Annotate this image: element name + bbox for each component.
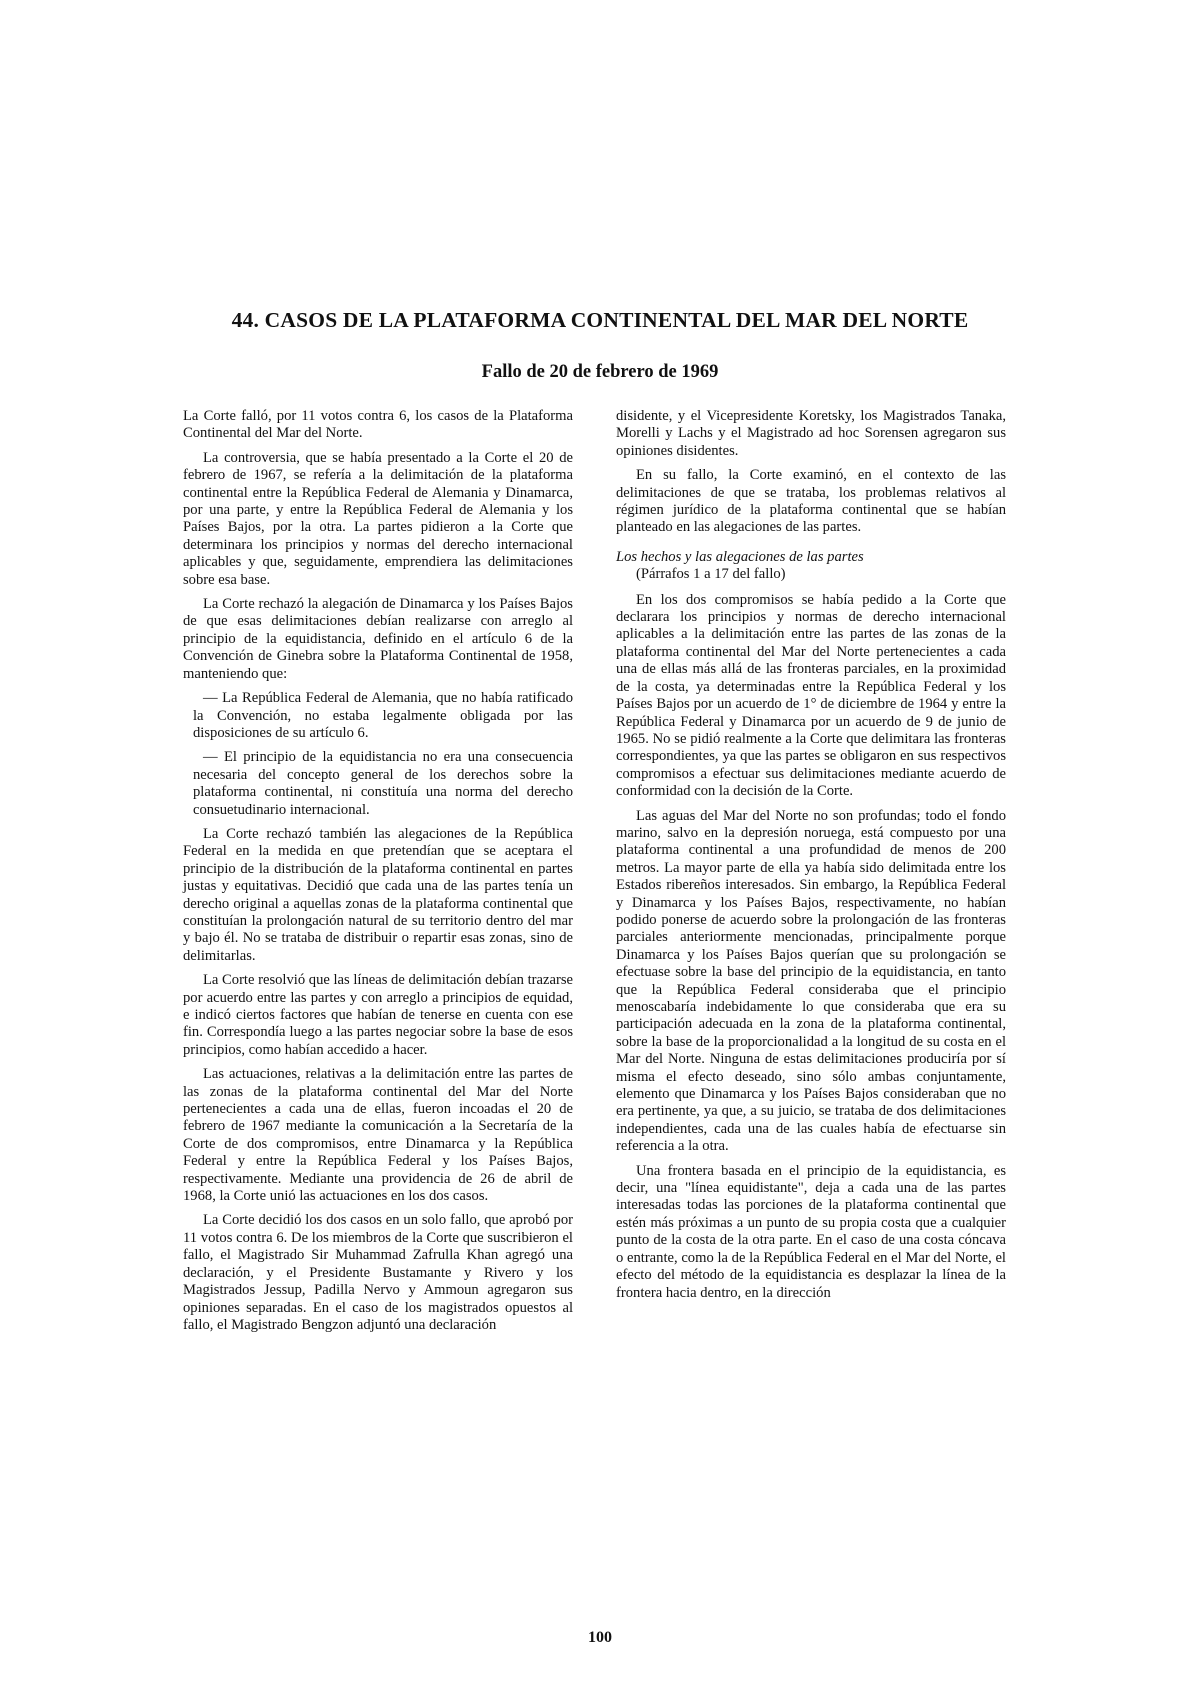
paragraph: La Corte resolvió que las líneas de delimitación debían trazarse por acuerdo entre las partes y con arreglo a principios de equidad, e indicó ciertos factores que habían de tenerse en cuenta con ese fin. Correspondía luego a las partes negociar sobre la base de esos principios, como habían accedido a hacer. <box>183 972 573 1058</box>
page-title: 44. CASOS DE LA PLATAFORMA CONTINENTAL DEL MAR DEL NORTE <box>231 308 969 332</box>
paragraph: Una frontera basada en el principio de la equidistancia, es decir, una "línea equidistante", deja a cada una de las partes interesadas todas las porciones de la plataforma continental que estén más próximas a un punto de su propia costa que a cualquier punto de la costa de la otra parte. En el caso de una costa cóncava o entrante, como la de la República Federal en el Mar del Norte, el efecto del método de la equidistancia es desplazar la línea de la frontera hacia dentro, en la dirección <box>616 1162 1006 1301</box>
page-subtitle: Fallo de 20 de febrero de 1969 <box>481 362 719 382</box>
quote-paragraph: — El principio de la equidistancia no era una consecuencia necesaria del concepto general de los derechos sobre la plataforma continental, ni constituía una norma del derecho consuetudinario internacional. <box>193 749 573 818</box>
section-heading: Los hechos y las alegaciones de las partes <box>616 548 864 565</box>
paragraph: En su fallo, la Corte examinó, en el contexto de las delimitaciones de que se trataba, los problemas relativos al régimen jurídico de la plataforma continental que se habían planteado en las alegaciones de las partes. <box>616 467 1006 536</box>
paragraph: disidente, y el Vicepresidente Koretsky, los Magistrados Tanaka, Morelli y Lachs y el Magistrado ad hoc Sorensen agregaron sus opiniones disidentes. <box>616 408 1006 459</box>
left-column <box>183 408 573 1341</box>
paragraph: En los dos compromisos se había pedido a la Corte que declarara los principios y normas de derecho internacional aplicables a la delimitación entre las partes de las zonas de la plataforma continental del Mar del Norte pertenecientes a cada una de ellas más allá de las fronteras parciales, en la proximidad de la costa, ya determinadas entre la República Federal y los Países Bajos por un acuerdo de 1° de diciembre de 1964 y entre la República Federal y Dinamarca por un acuerdo de 9 de junio de 1965. No se pidió realmente a la Corte que delimitara las fronteras correspondientes, ya que las partes se obligaron en sus respectivos compromisos a efectuar sus delimitaciones mediante acuerdo de conformidad con la decisión de la Corte. <box>616 591 1006 800</box>
paragraph: Las aguas del Mar del Norte no son profundas; todo el fondo marino, salvo en la depresión noruega, está compuesto por una plataforma continental a una profundidad de menos de 200 metros. La mayor parte de ella ya había sido delimitada entre los Estados ribereños interesados. Sin embargo, la República Federal y Dinamarca y los Países Bajos, respectivamente, no habían podido ponerse de acuerdo sobre la prolongación de las fronteras parciales anteriormente mencionadas, principalmente porque Dinamarca y los Países Bajos querían que su prolongación se efectuase sobre la base del principio de la equidistancia, en tanto que la República Federal consideraba que el principio menoscabaría indebidamente lo que consideraba que era su participación adecuada en la zona de la plataforma continental, sobre la base de la proporcionalidad a la longitud de su costa en el Mar del Norte. Ninguna de estas delimitaciones produciría por sí misma el efecto deseado, sino sólo ambas conjuntamente, elemento que Dinamarca y los Países Bajos consideraban que no era pertinente, ya que, a su juicio, se trataba de dos delimitaciones independientes, cada una de las cuales había de efectuarse sin referencia a la otra. <box>616 807 1006 1155</box>
right-column <box>616 408 1006 1309</box>
section-subheading: (Párrafos 1 a 17 del fallo) <box>636 566 786 583</box>
paragraph: Las actuaciones, relativas a la delimitación entre las partes de las zonas de la plataforma continental del Mar del Norte pertenecientes a cada una de ellas, fueron incoadas el 20 de febrero de 1967 mediante la comunicación a la Secretaría de la Corte de dos compromisos, entre Dinamarca y la República Federal y entre la República Federal y los Países Bajos, respectivamente. Mediante una providencia de 26 de abril de 1968, la Corte unió las actuaciones en los dos casos. <box>183 1066 573 1205</box>
quote-paragraph: — La República Federal de Alemania, que no había ratificado la Convención, no estaba legalmente obligada por las disposiciones de su artículo 6. <box>193 690 573 741</box>
paragraph: La Corte rechazó la alegación de Dinamarca y los Países Bajos de que esas delimitaciones debían realizarse con arreglo al principio de la equidistancia, definido en el artículo 6 de la Convención de Ginebra sobre la Plataforma Continental de 1958, manteniendo que: <box>183 596 573 682</box>
page-number: 100 <box>588 1629 612 1646</box>
paragraph: La Corte falló, por 11 votos contra 6, los casos de la Plataforma Continental del Mar del Norte. <box>183 408 573 442</box>
paragraph: La Corte decidió los dos casos en un solo fallo, que aprobó por 11 votos contra 6. De los miembros de la Corte que suscribieron el fallo, el Magistrado Sir Muhammad Zafrulla Khan agregó una declaración, y el Presidente Bustamante y Rivero y los Magistrados Jessup, Padilla Nervo y Ammoun agregaron sus opiniones separadas. En el caso de los magistrados opuestos al fallo, el Magistrado Bengzon adjuntó una declaración <box>183 1212 573 1333</box>
paragraph: La controversia, que se había presentado a la Corte el 20 de febrero de 1967, se refería a la delimitación de la plataforma continental entre la República Federal de Alemania y Dinamarca, por una parte, y entre la República Federal de Alemania y los Países Bajos, por la otra. La partes pidieron a la Corte que determinara los principios y normas del derecho internacional aplicables y que, seguidamente, emprendiera las delimitaciones sobre esa base. <box>183 449 573 588</box>
paragraph: La Corte rechazó también las alegaciones de la República Federal en la medida en que pretendían que se aceptara el principio de la distribución de la plataforma continental en partes justas y equitativas. Decidió que cada una de las partes tenía un derecho original a aquellas zonas de la plataforma continental que constituían la prolongación natural de su territorio dentro del mar y bajo él. No se trataba de distribuir o repartir esas zonas, sino de delimitarlas. <box>183 825 573 964</box>
